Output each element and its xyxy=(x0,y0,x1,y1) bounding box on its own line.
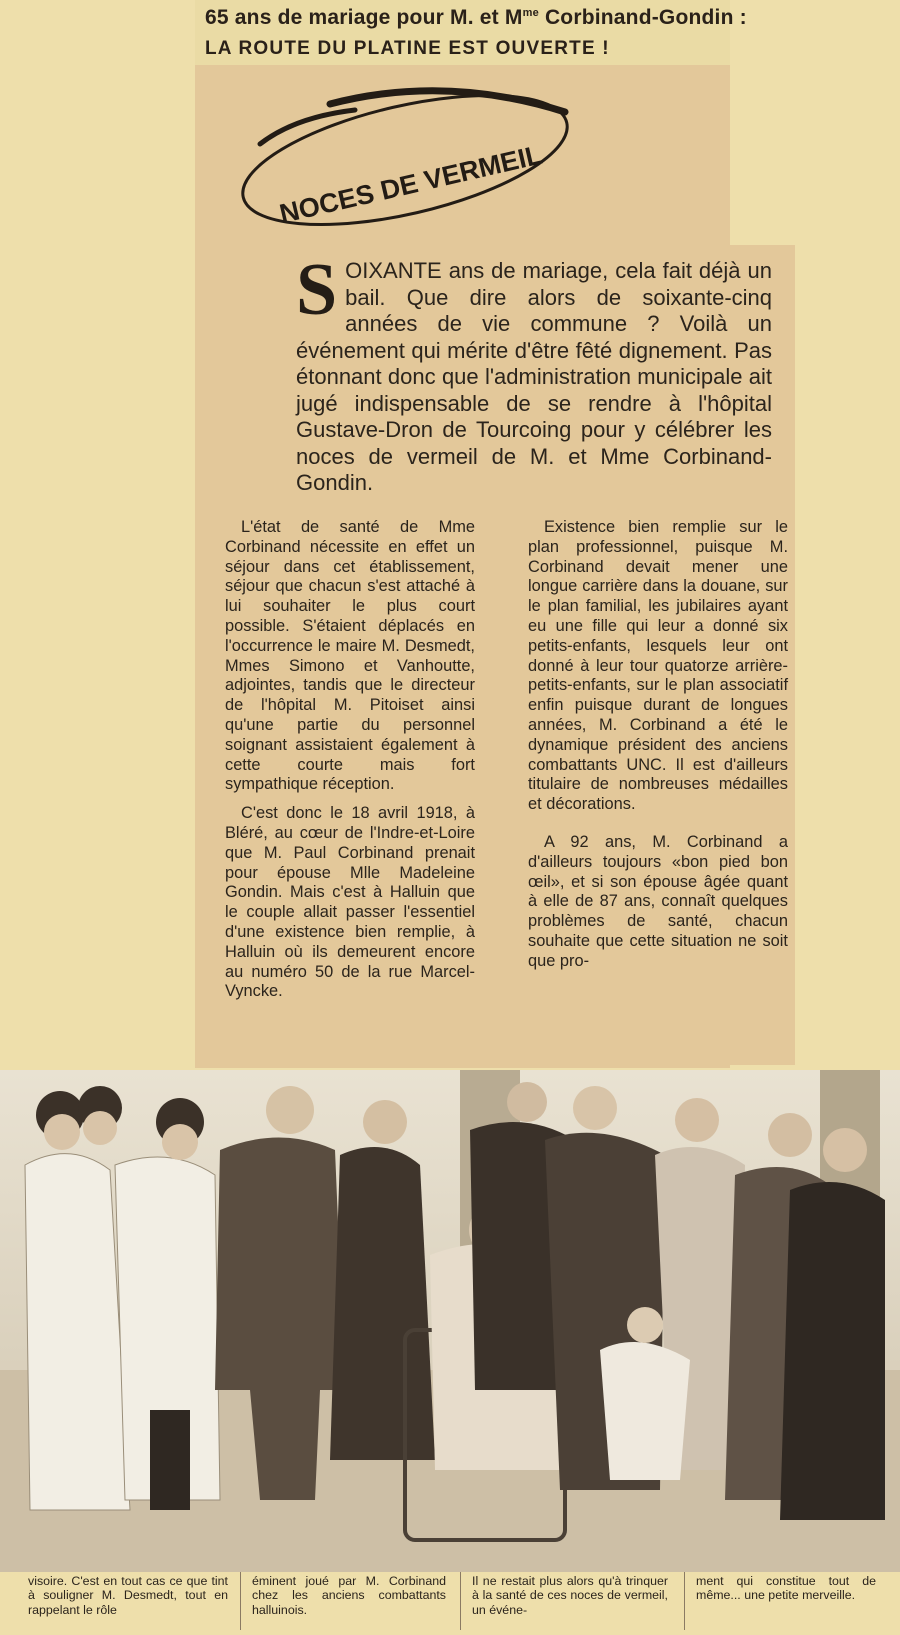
photo-caption-3: Il ne restait plus alors qu'à trinquer à la santé de ces noces de vermeil, un événe- xyxy=(472,1574,668,1617)
photo-caption-4: ment qui constitue tout de même... une petite merveille. xyxy=(696,1574,876,1603)
headline-secondary: LA ROUTE DU PLATINE EST OUVERTE ! xyxy=(205,38,610,59)
article-column-right xyxy=(528,518,788,981)
paragraph: L'état de santé de Mme Corbinand nécessite en effet un séjour dans cet établissement, séjour que chacun s'est attaché à lui souhaiter le plus court possible. S'étaient déplacés en l'occurrence le maire M. Desmedt, Mmes Simono et Vanhoutte, adjointes, tandis que le directeur de l'hôpital M. Pitoiset ainsi qu'une partie du personnel soignant assistaient également à cette courte mais fort sympathique réception. xyxy=(225,518,475,794)
caption-divider xyxy=(684,1572,685,1630)
headline-primary: 65 ans de mariage pour M. et $M^{me}$ Corbinand-Gondin : xyxy=(205,6,747,29)
noces-de-vermeil-logo xyxy=(235,82,580,232)
group-photo-image xyxy=(0,1070,900,1572)
paragraph: Existence bien remplie sur le plan professionnel, puisque M. Corbinand devait mener une longue carrière dans la douane, sur le plan familial, les jubilaires ayant eu une fille qui leur a donné six petits-enfants, lesquels leur ont donné à leur tour quatorze arrière-petits-enfants, sur le plan associatif enfin puisque durant de longues années, M. Corbinand a été le dynamique président des anciens combattants UNC. Il est d'ailleurs titulaire de nombreuses médailles et décorations. xyxy=(528,518,788,814)
article-column-left xyxy=(225,518,475,1011)
caption-divider xyxy=(460,1572,461,1630)
lead-paragraph xyxy=(296,249,772,497)
lead-text: OIXANTE ans de mariage, cela fait déjà un bail. Que dire alors de soixante-cinq années de vie commune ? Voilà un événement qui mérite d'être fêté dignement. Pas étonnant donc que l'administration municipale ait jugé indispensable de se rendre à l'hôpital Gustave-Dron de Tourcoing pour y célébrer les noces de vermeil de M. et Mme Corbinand-Gondin. xyxy=(296,258,772,495)
paragraph: C'est donc le 18 avril 1918, à Bléré, au cœur de l'Indre-et-Loire que M. Paul Corbinand prenait pour épouse Mlle Madeleine Gondin. Mais c'est à Halluin que le couple allait passer l'essentiel d'une existence bien remplie, à Halluin où ils demeurent encore au numéro 50 de la rue Marcel-Vyncke. xyxy=(225,804,475,1001)
photo-caption-2: éminent joué par M. Corbinand chez les anciens combattants halluinois. xyxy=(252,1574,446,1617)
drop-cap: S xyxy=(296,249,338,331)
caption-divider xyxy=(240,1572,241,1630)
group-photo xyxy=(0,1070,900,1572)
paragraph: A 92 ans, M. Corbinand a d'ailleurs toujours «bon pied bon œil», et si son épouse âgée quant à elle de 87 ans, connaît quelques problèmes de santé, chacun souhaite que cette situation ne soit que pro- xyxy=(528,832,788,970)
photo-caption-1: visoire. C'est en tout cas ce que tint à souligner M. Desmedt, tout en rappelant le rôle xyxy=(28,1574,228,1617)
logo-text: NOCES DE VERMEIL xyxy=(276,139,546,230)
